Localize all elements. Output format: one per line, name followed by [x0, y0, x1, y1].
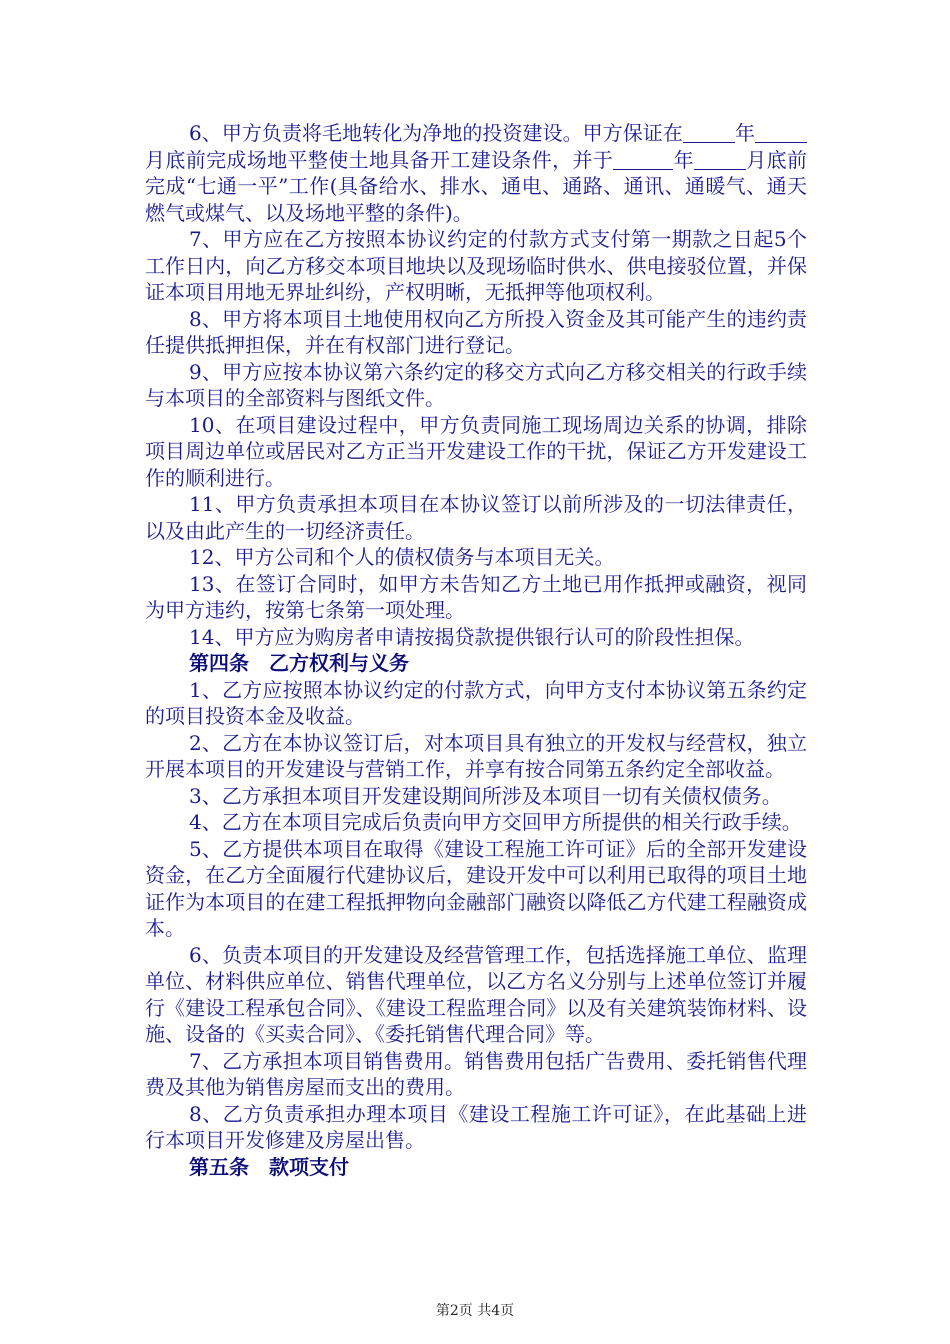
clause3-item-13: 13、在签订合同时，如甲方未告知乙方土地已用作抵押或融资，视同为甲方违约，按第七条第一项处理。 [145, 571, 807, 622]
clause4-item-7: 7、乙方承担本项目销售费用。销售费用包括广告费用、委托销售代理费及其他为销售房屋而支出的费用。 [145, 1048, 807, 1099]
blank-month-2 [694, 149, 746, 170]
clause3-item-7: 7、甲方应在乙方按照本协议约定的付款方式支付第一期款之日起5个工作日内，向乙方移交本项目地块以及现场临时供水、供电接驳位置，并保证本项目用地无界址纠纷，产权明晰，无抵押等他项权利。 [145, 227, 807, 304]
clause4-item-4: 4、乙方在本项目完成后负责向甲方交回甲方所提供的相关行政手续。 [189, 810, 802, 834]
clause5-heading: 第五条 款项支付 [189, 1154, 349, 1179]
clause4-item-5: 5、乙方提供本项目在取得《建设工程施工许可证》后的全部开发建设资金，在乙方全面履行代建协议后，建设开发中可以利用已取得的项目土地证作为本项目的在建工程抵押物向金融部门融资以降低乙方代建工程融资成本。 [145, 836, 807, 940]
clause4-item-2: 2、乙方在本协议签订后，对本项目具有独立的开发权与经营权，独立开展本项目的开发建设与营销工作，并享有按合同第五条约定全部收益。 [145, 730, 807, 781]
clause4-item-1: 1、乙方应按照本协议约定的付款方式，向甲方支付本协议第五条约定的项目投资本金及收益。 [145, 677, 807, 728]
item6-text-c: 月底前完成场地平整使土地具备开工建设条件，并于 [145, 147, 614, 172]
clause4-item-6: 6、负责本项目的开发建设及经营管理工作，包括选择施工单位、监理单位、材料供应单位、销售代理单位，以乙方名义分别与上述单位签订并履行《建设工程承包合同》、《建设工程监理合同》以及有关建筑装饰材料、设施、设备的《买卖合同》、《委托销售代理合同》等。 [145, 942, 807, 1046]
item6-text-a: 6、甲方负责将毛地转化为净地的投资建设。甲方保证在 [189, 121, 683, 145]
clause4-item-8: 8、乙方负责承担办理本项目《建设工程施工许可证》，在此基础上进行本项目开发修建及房屋出售。 [145, 1101, 807, 1152]
clause3-item-14: 14、甲方应为购房者申请按揭贷款提供银行认可的阶段性担保。 [189, 624, 755, 649]
item6-text-b: 年 [734, 121, 755, 145]
document-page [145, 120, 807, 1180]
clause3-item-11: 11、甲方负责承担本项目在本协议签订以前所涉及的一切法律责任，以及由此产生的一切经济责任。 [145, 492, 807, 543]
clause3-item-8: 8、甲方将本项目土地使用权向乙方所投入资金及其可能产生的违约责任提供抵押担保，并在有权部门进行登记。 [145, 306, 807, 357]
clause3-item-9: 9、甲方应按本协议第六条约定的移交方式向乙方移交相关的行政手续与本项目的全部资料与图纸文件。 [145, 359, 807, 410]
clause3-item-10: 10、在项目建设过程中，甲方负责同施工现场周边关系的协调，排除项目周边单位或居民对乙方正当开发建设工作的干扰，保证乙方开发建设工作的顺利进行。 [145, 412, 807, 490]
blank-month-1 [755, 122, 807, 143]
item6-text-d: 年 [673, 147, 694, 172]
clause4-item-3: 3、乙方承担本项目开发建设期间所涉及本项目一切有关债权债务。 [189, 783, 782, 808]
blank-year-2 [613, 149, 673, 170]
blank-year-1 [683, 122, 735, 143]
clause3-item-12: 12、甲方公司和个人的债权债务与本项目无关。 [189, 545, 615, 569]
page-footer: 第2页 共4页 [435, 1303, 515, 1319]
clause3-item-6 [145, 120, 807, 226]
item6-text-e: 月底前完成“七通一平”工作(具备给水、排水、通电、通路、通讯、通暖气、通天燃气或煤气、以及场地平整的条件)。 [145, 147, 808, 225]
clause4-heading: 第四条 乙方权利与义务 [189, 651, 409, 675]
